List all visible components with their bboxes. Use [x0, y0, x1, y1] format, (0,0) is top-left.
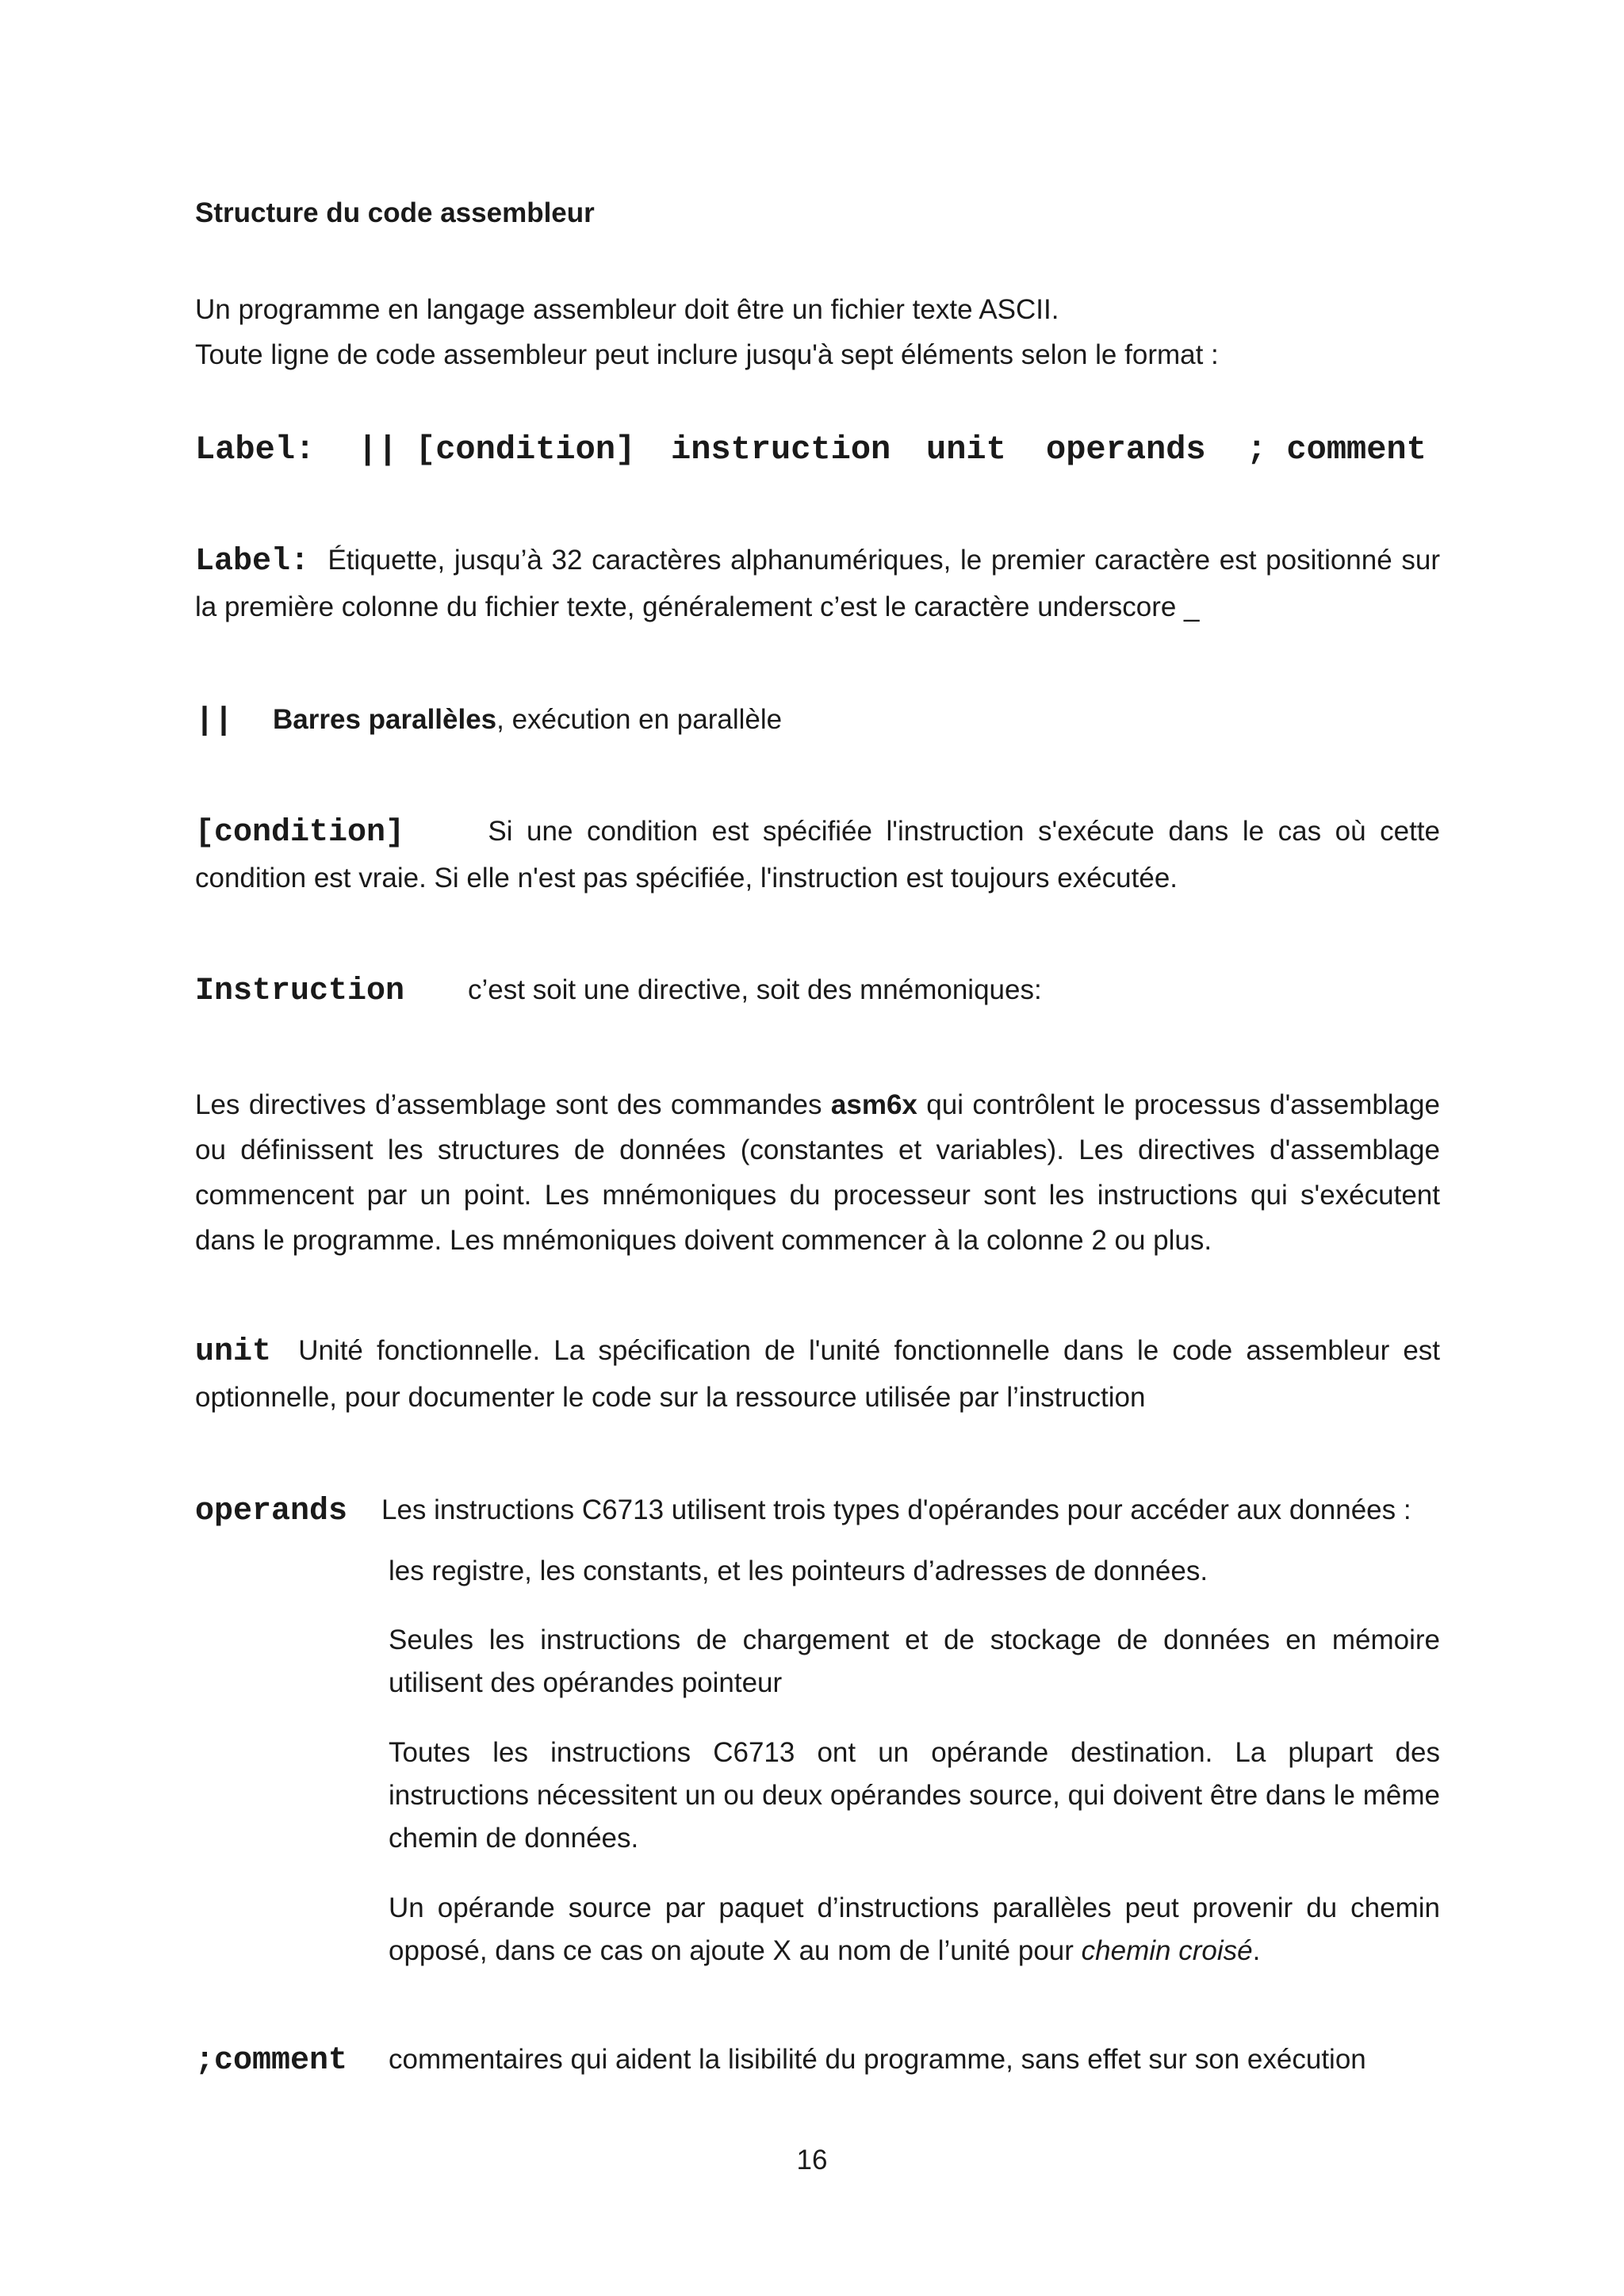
- directives-bold: asm6x: [830, 1089, 917, 1120]
- condition-definition: [195, 809, 1440, 901]
- parallel-term: ||: [195, 703, 234, 739]
- comment-text: commentaires qui aident la lisibilité du programme, sans effet sur son exécution: [389, 2044, 1366, 2075]
- operands-definition: [195, 1487, 1440, 1534]
- unit-term: unit: [195, 1334, 272, 1370]
- comment-term: ;comment: [195, 2043, 348, 2079]
- operands-sub-1: les registre, les constants, et les pointeurs d’adresses de données.: [389, 1556, 1208, 1586]
- operands-sub-2: Seules les instructions de chargement et de stockage de données en mémoire utilisent des opérandes pointeur: [389, 1624, 1440, 1698]
- intro-line-1: Un programme en langage assembleur doit être un fichier texte ASCII.: [195, 294, 1059, 325]
- format-comment: ; comment: [1247, 430, 1427, 469]
- directives-before: Les directives d’assemblage sont des commandes: [195, 1089, 831, 1120]
- parallel-bold: Barres parallèles: [273, 704, 497, 735]
- operands-term: operands: [195, 1494, 348, 1529]
- operands-sub-4-italic: chemin croisé: [1081, 1935, 1253, 1966]
- parallel-text: , exécution en parallèle: [496, 704, 783, 735]
- unit-text: Unité fonctionnelle. La spécification de l'unité fonctionnelle dans le code assembleur est optionnelle, pour documenter le code sur la ressource utilisée par l’instruction: [195, 1335, 1441, 1413]
- unit-definition: [195, 1328, 1440, 1420]
- operands-sub-4: [389, 1887, 1440, 1973]
- intro-line-2: Toute ligne de code assembleur peut inclure jusqu'à sept éléments selon le format :: [195, 339, 1219, 370]
- format-condition: [condition]: [416, 430, 636, 469]
- parallel-definition: [195, 697, 1440, 744]
- operands-text: Les instructions C6713 utilisent trois types d'opérandes pour accéder aux données :: [381, 1494, 1411, 1525]
- comment-definition: [195, 2037, 1440, 2084]
- format-instruction: instruction: [671, 430, 891, 469]
- section-title: Structure du code assembleur: [195, 197, 595, 228]
- label-text: Étiquette, jusqu’à 32 caractères alphanumériques, le premier caractère est positionné sur la première colonne du fichier texte, généralement c’est le caractère underscore _: [195, 545, 1440, 622]
- format-operands: operands: [1046, 430, 1206, 469]
- condition-text: Si une condition est spécifiée l'instruction s'exécute dans le cas où cette condition est vraie. Si elle n'est pas spécifiée, l'instruction est toujours exécutée.: [195, 816, 1440, 894]
- instruction-text: c’est soit une directive, soit des mnémoniques:: [468, 974, 1042, 1005]
- label-term: Label:: [195, 544, 310, 580]
- label-definition: [195, 538, 1440, 629]
- format-line: [195, 427, 1440, 473]
- instruction-term: Instruction: [195, 974, 405, 1009]
- operands-sub-4-after: .: [1252, 1935, 1261, 1966]
- page-number: 16: [796, 2145, 828, 2175]
- directives-paragraph: [195, 1082, 1440, 1263]
- format-unit: unit: [926, 430, 1006, 469]
- directives-after: qui contrôlent le processus d'assemblage ou définissent les structures de données (constantes et variables). Les directives d'assemblage commencent par un point. Les mnémoniques du processeur sont les instructions qui s'exécutent dans le programme. Les mnémoniques doivent commencer à la colonne 2 ou plus.: [195, 1089, 1440, 1256]
- operands-sub-4-before: Un opérande source par paquet d’instructions parallèles peut provenir du chemin opposé, dans ce cas on ajoute X au nom de l’unité pour: [389, 1892, 1440, 1966]
- condition-term: [condition]: [195, 815, 405, 851]
- format-parallel: ||: [358, 430, 398, 469]
- operands-sub-3: Toutes les instructions C6713 ont un opérande destination. La plupart des instructions nécessitent un ou deux opérandes source, qui doivent être dans le même chemin de données.: [389, 1737, 1440, 1854]
- format-label: Label:: [195, 430, 316, 469]
- instruction-definition: [195, 967, 1440, 1014]
